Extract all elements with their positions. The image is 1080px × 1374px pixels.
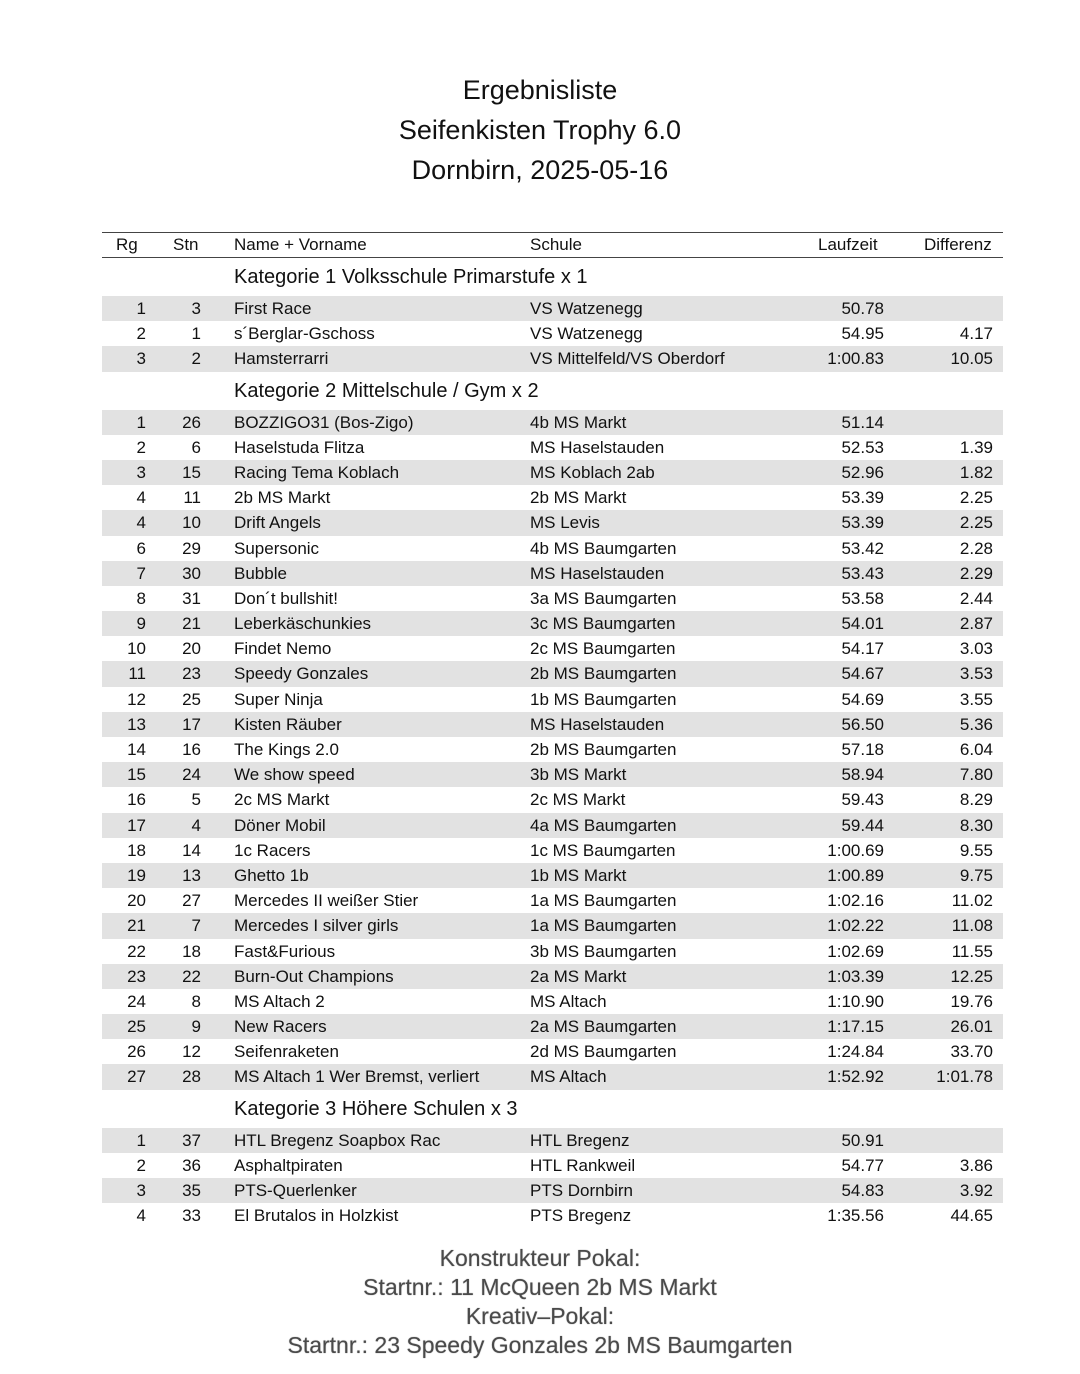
- cell-rg: 12: [127, 689, 146, 709]
- cell-differenz: 33.70: [950, 1042, 993, 1062]
- column-header-laufzeit: Laufzeit: [818, 235, 878, 254]
- cell-name: 2b MS Markt: [234, 488, 331, 508]
- cell-schule: MS Levis: [530, 513, 600, 533]
- cell-rg: 3: [136, 1181, 146, 1200]
- cell-stn: 35: [182, 1181, 201, 1200]
- cell-rg: 27: [127, 1067, 146, 1087]
- cell-rg: 10: [127, 639, 146, 659]
- cell-laufzeit: 53.43: [841, 563, 884, 583]
- cell-stn: 26: [182, 412, 201, 432]
- awards-footer: [0, 1244, 1080, 1360]
- cell-laufzeit: 54.67: [841, 664, 884, 684]
- cell-laufzeit: 1:00.69: [827, 840, 884, 860]
- cell-differenz: 9.55: [959, 840, 993, 860]
- cell-schule: VS Watzenegg: [530, 324, 643, 344]
- table-row: [102, 1014, 1003, 1039]
- cell-name: New Racers: [234, 1017, 327, 1037]
- cell-name: HTL Bregenz Soapbox Rac: [234, 1130, 441, 1150]
- cell-laufzeit: 54.83: [841, 1181, 884, 1200]
- cell-rg: 1: [136, 1130, 146, 1150]
- column-header-differenz: Differenz: [924, 235, 992, 254]
- cell-laufzeit: 52.96: [841, 462, 884, 482]
- cell-laufzeit: 54.17: [841, 639, 884, 659]
- award-constructor-title: Konstrukteur Pokal:: [439, 1245, 641, 1271]
- cell-differenz: 11.02: [951, 891, 993, 911]
- cell-name: MS Altach 1 Wer Bremst, verliert: [234, 1067, 480, 1087]
- cell-differenz: 1.82: [959, 462, 993, 482]
- cell-differenz: 12.25: [950, 966, 993, 986]
- cell-laufzeit: 58.94: [841, 765, 884, 785]
- cell-differenz: 44.65: [950, 1206, 993, 1226]
- cell-schule: 3b MS Baumgarten: [530, 941, 677, 961]
- cell-laufzeit: 59.44: [841, 815, 884, 835]
- cell-stn: 28: [182, 1067, 201, 1087]
- table-row: [102, 1039, 1003, 1064]
- cell-schule: 4b MS Baumgarten: [530, 538, 677, 558]
- cell-rg: 3: [136, 349, 146, 369]
- cell-laufzeit: 54.01: [841, 614, 884, 634]
- cell-schule: HTL Rankweil: [530, 1155, 636, 1175]
- cell-rg: 4: [136, 513, 146, 533]
- cell-schule: 2b MS Baumgarten: [530, 740, 677, 759]
- table-row: [102, 460, 1003, 485]
- cell-schule: 1b MS Baumgarten: [530, 689, 677, 709]
- cell-differenz: 3.55: [959, 689, 993, 709]
- category-heading: Kategorie 1 Volksschule Primarstufe x 1: [234, 266, 588, 288]
- cell-rg: 4: [136, 1206, 146, 1226]
- cell-rg: 18: [127, 840, 146, 860]
- cell-stn: 27: [182, 891, 201, 911]
- cell-name: Racing Tema Koblach: [234, 462, 400, 482]
- cell-name: Super Ninja: [234, 689, 323, 709]
- column-header-row: [102, 232, 1003, 258]
- cell-name: Burn-Out Champions: [234, 966, 394, 986]
- cell-name: s´Berglar-Gschoss: [234, 324, 375, 344]
- cell-schule: MS Altach: [530, 991, 607, 1011]
- cell-differenz: 2.25: [959, 488, 993, 508]
- cell-laufzeit: 1:35.56: [827, 1206, 884, 1226]
- table-row: [102, 737, 1003, 762]
- cell-laufzeit: 53.42: [841, 538, 884, 558]
- cell-stn: 9: [191, 1017, 201, 1037]
- table-row: [102, 636, 1003, 661]
- cell-rg: 11: [128, 664, 146, 684]
- cell-stn: 8: [191, 991, 201, 1011]
- cell-stn: 13: [182, 865, 201, 885]
- table-row: [102, 1203, 1003, 1228]
- table-row: [102, 321, 1003, 346]
- cell-differenz: 2.29: [959, 563, 993, 583]
- cell-differenz: 5.36: [959, 714, 993, 734]
- cell-stn: 11: [183, 488, 201, 508]
- cell-stn: 37: [182, 1130, 201, 1150]
- cell-laufzeit: 1:02.69: [827, 941, 884, 961]
- cell-differenz: 7.80: [959, 765, 993, 785]
- cell-stn: 12: [182, 1042, 201, 1062]
- cell-differenz: 3.53: [959, 664, 993, 684]
- cell-name: Haselstuda Flitza: [234, 437, 365, 457]
- table-row: [102, 346, 1003, 371]
- cell-differenz: 8.29: [959, 790, 993, 810]
- place-date: Dornbirn, 2025-05-16: [411, 155, 669, 185]
- cell-name: Mercedes I silver girls: [234, 916, 399, 936]
- cell-stn: 36: [182, 1155, 201, 1175]
- cell-laufzeit: 1:17.15: [827, 1017, 884, 1037]
- cell-name: Döner Mobil: [234, 815, 326, 835]
- cell-differenz: 2.28: [959, 538, 993, 558]
- cell-schule: MS Altach: [530, 1067, 607, 1087]
- cell-differenz: 19.76: [950, 991, 993, 1011]
- cell-differenz: 11.55: [951, 941, 993, 961]
- cell-schule: 2a MS Baumgarten: [530, 1017, 677, 1037]
- cell-rg: 2: [136, 437, 146, 457]
- cell-rg: 13: [127, 714, 146, 734]
- cell-laufzeit: 1:00.89: [827, 865, 884, 885]
- document-title: Ergebnisliste: [462, 75, 618, 105]
- award-constructor-winner: Startnr.: 11 McQueen 2b MS Markt: [363, 1274, 717, 1300]
- cell-name: PTS-Querlenker: [234, 1181, 357, 1200]
- cell-stn: 25: [182, 689, 201, 709]
- cell-laufzeit: 1:03.39: [827, 966, 884, 986]
- cell-laufzeit: 50.78: [841, 299, 884, 318]
- cell-laufzeit: 52.53: [841, 437, 884, 457]
- cell-name: First Race: [234, 299, 312, 318]
- cell-stn: 7: [191, 916, 201, 936]
- cell-name: Fast&Furious: [234, 941, 336, 961]
- table-row: [102, 939, 1003, 964]
- table-row: [102, 838, 1003, 863]
- cell-stn: 1: [191, 324, 201, 344]
- cell-rg: 25: [127, 1017, 146, 1037]
- cell-stn: 21: [182, 614, 201, 634]
- cell-stn: 16: [182, 740, 201, 759]
- cell-schule: 2d MS Baumgarten: [530, 1042, 677, 1062]
- cell-schule: 2b MS Baumgarten: [530, 664, 677, 684]
- cell-name: Bubble: [234, 563, 287, 583]
- cell-schule: 1c MS Baumgarten: [530, 840, 676, 860]
- cell-rg: 1: [136, 299, 146, 318]
- table-row: [102, 989, 1003, 1014]
- table-row: [102, 913, 1003, 938]
- cell-stn: 20: [182, 639, 201, 659]
- cell-differenz: 1.39: [959, 437, 993, 457]
- results-table: [102, 258, 1003, 1228]
- cell-rg: 1: [136, 412, 146, 432]
- cell-name: MS Altach 2: [234, 991, 325, 1011]
- cell-differenz: 6.04: [959, 740, 993, 759]
- cell-laufzeit: 1:10.90: [827, 991, 884, 1011]
- cell-differenz: 11.08: [951, 916, 993, 936]
- table-row: [102, 561, 1003, 586]
- cell-schule: 1a MS Baumgarten: [530, 916, 677, 936]
- cell-stn: 6: [191, 437, 201, 457]
- cell-name: Leberkäschunkies: [234, 614, 372, 634]
- table-row: [102, 1153, 1003, 1178]
- cell-schule: VS Mittelfeld/VS Oberdorf: [530, 349, 725, 369]
- cell-stn: 22: [182, 966, 201, 986]
- cell-rg: 8: [136, 588, 146, 608]
- cell-stn: 33: [182, 1206, 201, 1226]
- cell-stn: 18: [182, 941, 201, 961]
- cell-name: Asphaltpiraten: [234, 1155, 343, 1175]
- cell-rg: 2: [136, 324, 146, 344]
- event-name: Seifenkisten Trophy 6.0: [398, 115, 682, 145]
- column-header-stn: Stn: [173, 235, 199, 254]
- table-row: [102, 1178, 1003, 1203]
- table-row: [102, 586, 1003, 611]
- cell-stn: 17: [182, 714, 201, 734]
- cell-stn: 3: [191, 299, 201, 318]
- cell-name: Kisten Räuber: [234, 714, 342, 734]
- cell-stn: 31: [182, 588, 201, 608]
- table-row: [102, 787, 1003, 812]
- cell-name: Speedy Gonzales: [234, 664, 369, 684]
- cell-schule: PTS Dornbirn: [530, 1181, 633, 1200]
- category-heading: Kategorie 3 Höhere Schulen x 3: [234, 1097, 518, 1120]
- cell-stn: 10: [182, 513, 201, 533]
- table-row: [102, 687, 1003, 712]
- cell-rg: 22: [127, 941, 146, 961]
- table-row: [102, 964, 1003, 989]
- column-header-rg: Rg: [116, 235, 138, 254]
- cell-rg: 3: [136, 462, 146, 482]
- category-heading: Kategorie 2 Mittelschule / Gym x 2: [234, 379, 539, 402]
- cell-name: Hamsterrarri: [234, 349, 329, 369]
- cell-schule: VS Watzenegg: [530, 299, 643, 318]
- cell-differenz: 2.87: [959, 614, 993, 634]
- cell-schule: 2c MS Baumgarten: [530, 639, 676, 659]
- cell-name: Don´t bullshit!: [234, 588, 338, 608]
- cell-differenz: 3.03: [959, 639, 993, 659]
- cell-rg: 20: [127, 891, 146, 911]
- cell-rg: 17: [127, 815, 146, 835]
- cell-stn: 5: [191, 790, 201, 810]
- table-row: [102, 888, 1003, 913]
- table-row: [102, 536, 1003, 561]
- cell-differenz: 3.92: [959, 1181, 993, 1200]
- table-row: [102, 1128, 1003, 1153]
- cell-laufzeit: 53.39: [841, 513, 884, 533]
- cell-schule: 4a MS Baumgarten: [530, 815, 677, 835]
- cell-schule: MS Haselstauden: [530, 563, 665, 583]
- table-row: [102, 863, 1003, 888]
- document-header: [0, 70, 1080, 190]
- cell-laufzeit: 57.18: [841, 740, 884, 759]
- cell-schule: 3b MS Markt: [530, 765, 627, 785]
- cell-name: Findet Nemo: [234, 639, 332, 659]
- cell-laufzeit: 53.58: [841, 588, 884, 608]
- cell-laufzeit: 56.50: [841, 714, 884, 734]
- cell-rg: 24: [127, 991, 146, 1011]
- cell-name: BOZZIGO31 (Bos-Zigo): [234, 412, 414, 432]
- table-row: [102, 611, 1003, 636]
- cell-name: We show speed: [234, 765, 355, 785]
- table-row: [102, 661, 1003, 686]
- cell-rg: 26: [127, 1042, 146, 1062]
- table-row: [102, 435, 1003, 460]
- cell-rg: 16: [127, 790, 146, 810]
- table-row: [102, 296, 1003, 321]
- cell-schule: MS Haselstauden: [530, 714, 665, 734]
- award-creative-title: Kreativ–Pokal:: [465, 1303, 615, 1329]
- cell-differenz: 8.30: [959, 815, 993, 835]
- column-header-name: Name + Vorname: [234, 235, 367, 254]
- cell-schule: 1a MS Baumgarten: [530, 891, 677, 911]
- table-row: [102, 762, 1003, 787]
- cell-laufzeit: 1:00.83: [827, 349, 884, 369]
- cell-laufzeit: 53.39: [841, 488, 884, 508]
- cell-schule: MS Haselstauden: [530, 437, 665, 457]
- cell-laufzeit: 54.95: [841, 324, 884, 344]
- cell-rg: 2: [136, 1155, 146, 1175]
- cell-stn: 29: [182, 538, 201, 558]
- cell-stn: 23: [182, 664, 201, 684]
- table-row: [102, 813, 1003, 838]
- cell-schule: 2b MS Markt: [530, 488, 627, 508]
- cell-name: 2c MS Markt: [234, 790, 330, 810]
- cell-stn: 24: [182, 765, 201, 785]
- cell-schule: 3a MS Baumgarten: [530, 588, 677, 608]
- table-row: [102, 1064, 1003, 1089]
- cell-laufzeit: 54.77: [841, 1155, 884, 1175]
- cell-differenz: 9.75: [959, 865, 993, 885]
- cell-rg: 19: [127, 865, 146, 885]
- cell-schule: 3c MS Baumgarten: [530, 614, 676, 634]
- table-row: [102, 712, 1003, 737]
- cell-stn: 2: [191, 349, 201, 369]
- cell-laufzeit: 1:02.22: [827, 916, 884, 936]
- column-header-schule: Schule: [530, 235, 582, 254]
- cell-rg: 7: [136, 563, 146, 583]
- cell-schule: 4b MS Markt: [530, 412, 627, 432]
- cell-rg: 15: [127, 765, 146, 785]
- cell-rg: 14: [127, 740, 146, 759]
- cell-name: El Brutalos in Holzkist: [234, 1206, 399, 1226]
- cell-rg: 4: [136, 488, 146, 508]
- cell-rg: 9: [136, 614, 146, 634]
- cell-schule: 2a MS Markt: [530, 966, 627, 986]
- cell-schule: 2c MS Markt: [530, 790, 626, 810]
- cell-name: Drift Angels: [234, 513, 321, 533]
- cell-schule: HTL Bregenz: [530, 1130, 630, 1150]
- cell-laufzeit: 59.43: [841, 790, 884, 810]
- cell-differenz: 2.44: [959, 588, 993, 608]
- cell-schule: PTS Bregenz: [530, 1206, 632, 1226]
- table-row: [102, 410, 1003, 435]
- cell-differenz: 1:01.78: [936, 1067, 993, 1087]
- table-row: [102, 485, 1003, 510]
- cell-rg: 23: [127, 966, 146, 986]
- award-creative-winner: Startnr.: 23 Speedy Gonzales 2b MS Baumgarten: [287, 1332, 793, 1358]
- cell-differenz: 10.05: [950, 349, 993, 369]
- cell-differenz: 3.86: [959, 1155, 993, 1175]
- cell-differenz: 26.01: [950, 1017, 993, 1037]
- cell-name: Seifenraketen: [234, 1042, 339, 1062]
- cell-laufzeit: 54.69: [841, 689, 884, 709]
- cell-differenz: 4.17: [959, 324, 993, 344]
- cell-name: 1c Racers: [234, 840, 311, 860]
- cell-schule: MS Koblach 2ab: [530, 462, 655, 482]
- cell-name: Ghetto 1b: [234, 865, 309, 885]
- cell-differenz: 2.25: [959, 513, 993, 533]
- cell-laufzeit: 51.14: [841, 412, 884, 432]
- cell-schule: 1b MS Markt: [530, 865, 627, 885]
- cell-laufzeit: 1:24.84: [827, 1042, 884, 1062]
- cell-stn: 4: [191, 815, 201, 835]
- cell-laufzeit: 1:52.92: [827, 1067, 884, 1087]
- cell-rg: 21: [127, 916, 146, 936]
- cell-rg: 6: [136, 538, 146, 558]
- cell-name: The Kings 2.0: [234, 740, 339, 759]
- cell-laufzeit: 1:02.16: [827, 891, 884, 911]
- cell-name: Supersonic: [234, 538, 320, 558]
- cell-stn: 30: [182, 563, 201, 583]
- table-row: [102, 510, 1003, 535]
- cell-name: Mercedes II weißer Stier: [234, 891, 419, 911]
- cell-stn: 14: [182, 840, 201, 860]
- cell-stn: 15: [182, 462, 201, 482]
- cell-laufzeit: 50.91: [841, 1130, 884, 1150]
